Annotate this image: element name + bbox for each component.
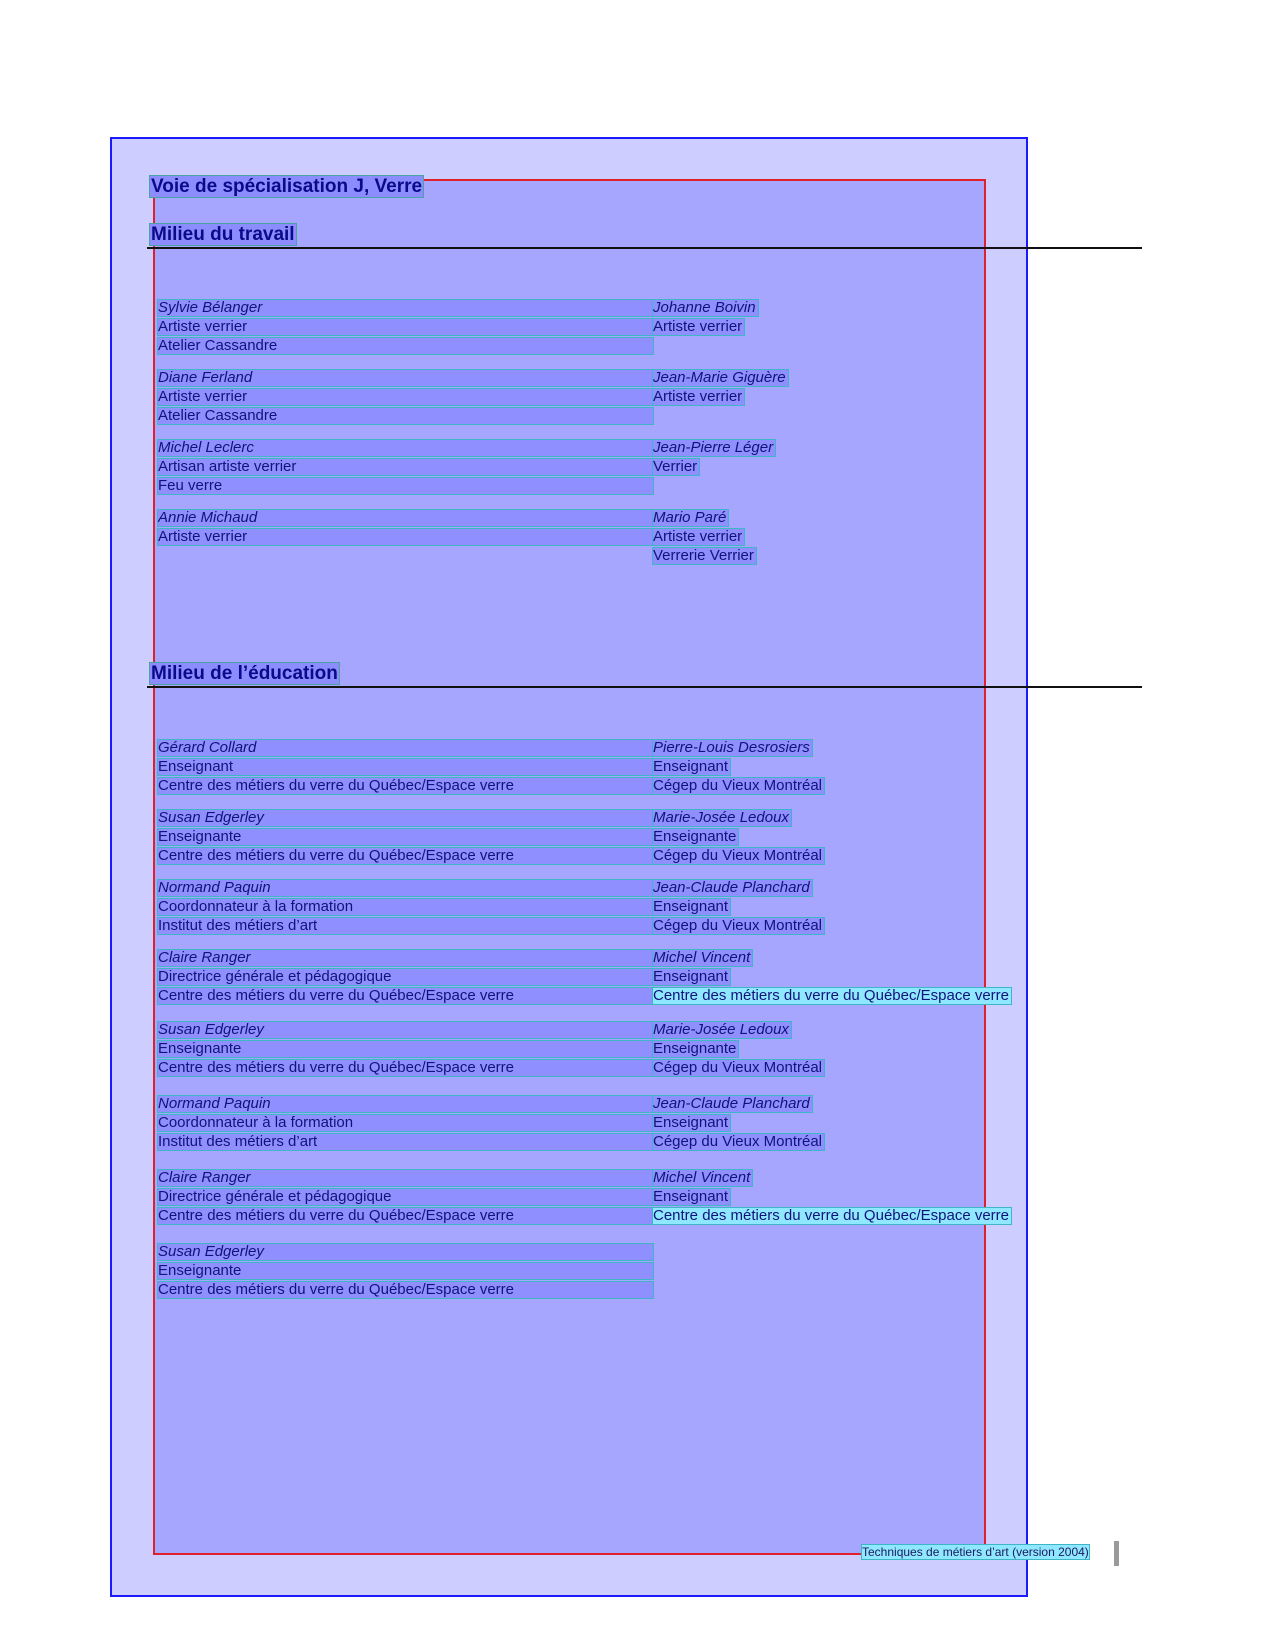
contact-role: Enseignante xyxy=(158,1263,653,1279)
contact-organization: Cégep du Vieux Montréal xyxy=(653,1059,822,1076)
contact-role: Coordonnateur à la formation xyxy=(158,899,653,915)
contact-organization: Cégep du Vieux Montréal xyxy=(653,777,822,794)
contact-name: Johanne Boivin xyxy=(653,299,756,316)
contact-organization: Institut des métiers d’art xyxy=(158,1134,653,1150)
contact-name: Mario Paré xyxy=(653,509,727,526)
contact-role: Directrice générale et pédagogique xyxy=(158,1189,653,1205)
document-title: Voie de spécialisation J, Verre xyxy=(151,176,423,197)
contact-organization: Atelier Cassandre xyxy=(158,338,653,354)
contact-organization: Institut des métiers d’art xyxy=(158,918,653,934)
footer-page-marker xyxy=(1114,1541,1119,1566)
contact-organization: Centre des métiers du verre du Québec/Espace verre xyxy=(158,1060,653,1076)
contact-name: Marie-Josée Ledoux xyxy=(653,809,789,826)
section-heading-education: Milieu de l’éducation xyxy=(151,663,338,684)
contact-organization: Cégep du Vieux Montréal xyxy=(653,1133,822,1150)
section-divider xyxy=(147,686,1142,688)
contact-name: Michel Vincent xyxy=(653,949,751,966)
contact-organization: Feu verre xyxy=(158,478,653,494)
contact-role: Artiste verrier xyxy=(653,388,743,405)
contact-organization: Centre des métiers du verre du Québec/Espace verre xyxy=(653,1207,1010,1224)
contact-name: Jean-Marie Giguère xyxy=(653,369,786,386)
contact-organization: Verrerie Verrier xyxy=(653,547,754,564)
contact-role: Artiste verrier xyxy=(158,529,653,545)
contact-role: Enseignant xyxy=(653,1114,729,1131)
contact-name: Michel Vincent xyxy=(653,1169,751,1186)
contact-name: Claire Ranger xyxy=(158,950,653,966)
contact-organization: Centre des métiers du verre du Québec/Espace verre xyxy=(158,848,653,864)
contact-name: Susan Edgerley xyxy=(158,810,653,826)
contact-name: Jean-Claude Planchard xyxy=(653,1095,810,1112)
contact-role: Enseignante xyxy=(653,1040,737,1057)
contact-name: Gérard Collard xyxy=(158,740,653,756)
contact-organization: Cégep du Vieux Montréal xyxy=(653,917,822,934)
section-divider xyxy=(147,247,1142,249)
contact-name: Annie Michaud xyxy=(158,510,653,526)
contact-name: Pierre-Louis Desrosiers xyxy=(653,739,810,756)
contact-role: Artiste verrier xyxy=(158,319,653,335)
contact-organization: Atelier Cassandre xyxy=(158,408,653,424)
contact-role: Artiste verrier xyxy=(158,389,653,405)
contact-role: Enseignant xyxy=(653,968,729,985)
contact-organization: Centre des métiers du verre du Québec/Espace verre xyxy=(158,1282,653,1298)
contact-name: Michel Leclerc xyxy=(158,440,653,456)
contact-role: Directrice générale et pédagogique xyxy=(158,969,653,985)
contact-name: Susan Edgerley xyxy=(158,1022,653,1038)
contact-name: Normand Paquin xyxy=(158,880,653,896)
contact-role: Enseignant xyxy=(158,759,653,775)
contact-organization: Cégep du Vieux Montréal xyxy=(653,847,822,864)
contact-role: Enseignant xyxy=(653,1188,729,1205)
page-footer: Techniques de métiers d’art (version 2004) xyxy=(862,1545,1089,1559)
contact-organization: Centre des métiers du verre du Québec/Espace verre xyxy=(158,988,653,1004)
contact-organization: Centre des métiers du verre du Québec/Espace verre xyxy=(158,1208,653,1224)
contact-organization: Centre des métiers du verre du Québec/Espace verre xyxy=(158,778,653,794)
contact-organization: Centre des métiers du verre du Québec/Espace verre xyxy=(653,987,1010,1004)
contact-role: Artiste verrier xyxy=(653,528,743,545)
contact-name: Claire Ranger xyxy=(158,1170,653,1186)
contact-role: Enseignante xyxy=(158,1041,653,1057)
contact-role: Enseignant xyxy=(653,758,729,775)
contact-name: Marie-Josée Ledoux xyxy=(653,1021,789,1038)
contact-role: Verrier xyxy=(653,458,698,475)
contact-name: Sylvie Bélanger xyxy=(158,300,653,316)
contact-role: Enseignante xyxy=(158,829,653,845)
contact-role: Enseignant xyxy=(653,898,729,915)
contact-role: Coordonnateur à la formation xyxy=(158,1115,653,1131)
contact-role: Enseignante xyxy=(653,828,737,845)
contact-name: Normand Paquin xyxy=(158,1096,653,1112)
contact-name: Diane Ferland xyxy=(158,370,653,386)
contact-name: Susan Edgerley xyxy=(158,1244,653,1260)
contact-role: Artisan artiste verrier xyxy=(158,459,653,475)
section-heading-work: Milieu du travail xyxy=(151,224,295,245)
contact-name: Jean-Pierre Léger xyxy=(653,439,774,456)
contact-name: Jean-Claude Planchard xyxy=(653,879,810,896)
contact-role: Artiste verrier xyxy=(653,318,743,335)
